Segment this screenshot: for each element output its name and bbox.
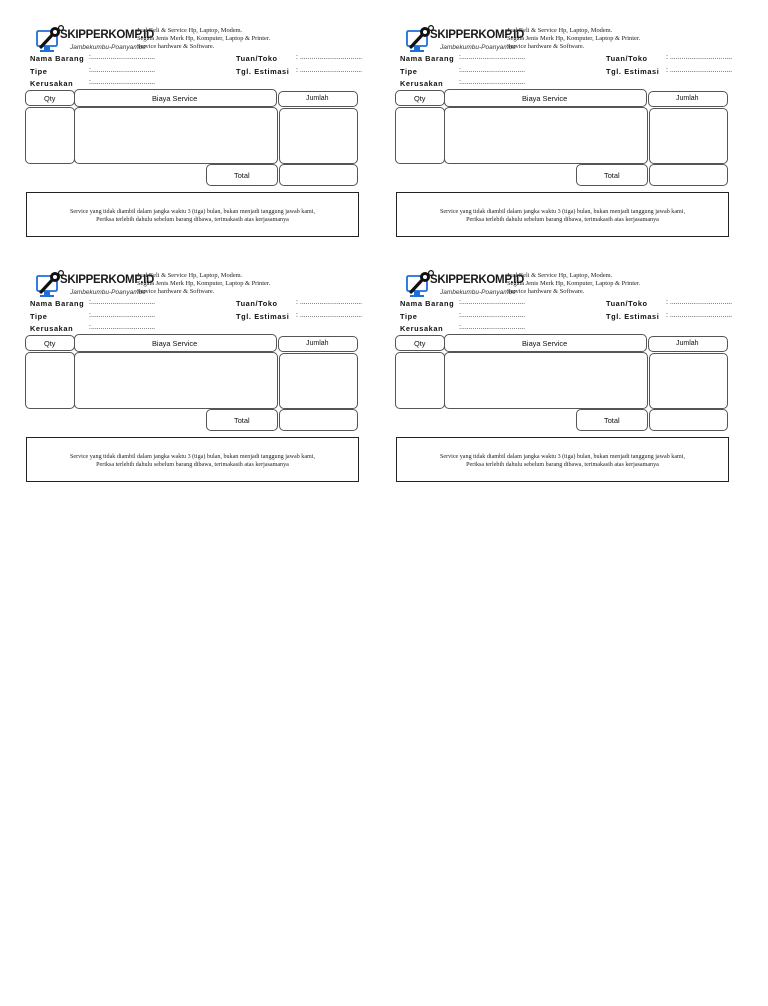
nama-barang-value: :.................................: [89, 54, 156, 61]
jumlah-cell: [649, 353, 728, 409]
kerusakan-value: :.................................: [459, 79, 526, 86]
biaya-service-header: Biaya Service: [522, 339, 568, 348]
terms-note: [26, 192, 359, 237]
qty-header: Qty: [414, 339, 426, 348]
nama-barang-label: Nama Barang: [400, 54, 455, 63]
tgl-estimasi-label: Tgl. Estimasi: [236, 312, 290, 321]
tgl-estimasi-value: : ................................: [296, 67, 363, 74]
tipe-label: Tipe: [400, 67, 418, 76]
total-label: Total: [234, 171, 250, 180]
jumlah-header: Jumlah: [676, 340, 699, 347]
qty-header: Qty: [414, 94, 426, 103]
tgl-estimasi-label: Tgl. Estimasi: [606, 67, 660, 76]
tagline-line: Segala Jenis Merk Hp, Komputer, Laptop & Printer.: [137, 280, 271, 287]
service-receipt: [25, 25, 361, 241]
tipe-value: :.................................: [89, 67, 156, 74]
total-label: Total: [604, 416, 620, 425]
tagline-line: Jual Beli & Service Hp, Laptop, Modem.: [137, 27, 243, 34]
service-receipt: [395, 25, 731, 241]
tagline-line: Segala Jenis Merk Hp, Komputer, Laptop & Printer.: [507, 280, 641, 287]
nama-barang-label: Nama Barang: [30, 299, 85, 308]
nama-barang-value: :.................................: [89, 299, 156, 306]
terms-line: Service yang tidak diambil dalam jangka waktu 3 (tiga) bulan, bukan menjadi tanggung jawab kami,: [439, 209, 686, 215]
biaya-service-cell: [444, 352, 648, 409]
logo-text: SKIPPERKOMP.ID: [60, 274, 154, 286]
tgl-estimasi-label: Tgl. Estimasi: [606, 312, 660, 321]
logo-subtext: Jambekumbu-Poanyambe: [440, 289, 516, 296]
logo-subtext: Jambekumbu-Poanyambe: [70, 289, 146, 296]
terms-line: Service yang tidak diambil dalam jangka waktu 3 (tiga) bulan, bukan menjadi tanggung jawab kami,: [439, 454, 686, 460]
kerusakan-value: :.................................: [459, 324, 526, 331]
biaya-service-header: Biaya Service: [522, 94, 568, 103]
tipe-label: Tipe: [400, 312, 418, 321]
tipe-value: :.................................: [459, 312, 526, 319]
jumlah-header: Jumlah: [306, 95, 329, 102]
tuan-toko-label: Tuan/Toko: [606, 54, 648, 63]
terms-line: Service yang tidak diambil dalam jangka waktu 3 (tiga) bulan, bukan menjadi tanggung jawab kami,: [69, 454, 316, 460]
tgl-estimasi-value: : ................................: [666, 67, 733, 74]
biaya-service-header: Biaya Service: [152, 94, 198, 103]
kerusakan-value: :.................................: [89, 324, 156, 331]
total-value-box: [279, 409, 358, 431]
tagline-line: Jual Beli & Service Hp, Laptop, Modem.: [137, 272, 243, 279]
terms-line: Periksa terlebih dahulu sebelum barang dibawa, terimakasih atas kerjasamanya: [466, 217, 659, 223]
tipe-label: Tipe: [30, 67, 48, 76]
terms-line: Periksa terlebih dahulu sebelum barang dibawa, terimakasih atas kerjasamanya: [466, 462, 659, 468]
tagline-line: Segala Jenis Merk Hp, Komputer, Laptop & Printer.: [137, 35, 271, 42]
qty-cell: [395, 107, 445, 164]
tuan-toko-value: : ................................: [296, 54, 363, 61]
nama-barang-value: :.................................: [459, 54, 526, 61]
kerusakan-label: Kerusakan: [400, 324, 444, 333]
terms-line: Periksa terlebih dahulu sebelum barang dibawa, terimakasih atas kerjasamanya: [96, 462, 289, 468]
logo-text: SKIPPERKOMP.ID: [430, 29, 524, 41]
kerusakan-label: Kerusakan: [30, 79, 74, 88]
tagline-line: Jual Beli & Service Hp, Laptop, Modem.: [507, 27, 613, 34]
tipe-value: :.................................: [459, 67, 526, 74]
biaya-service-cell: [74, 352, 278, 409]
nama-barang-label: Nama Barang: [400, 299, 455, 308]
tuan-toko-value: : ................................: [666, 54, 733, 61]
service-receipt: [395, 270, 731, 486]
terms-line: Periksa terlebih dahulu sebelum barang dibawa, terimakasih atas kerjasamanya: [96, 217, 289, 223]
jumlah-cell: [279, 108, 358, 164]
terms-note: [26, 437, 359, 482]
qty-cell: [25, 352, 75, 409]
kerusakan-label: Kerusakan: [400, 79, 444, 88]
jumlah-header: Jumlah: [306, 340, 329, 347]
tagline-line: Service hardware & Software.: [507, 43, 585, 50]
tgl-estimasi-value: : ................................: [296, 312, 363, 319]
tagline-line: Service hardware & Software.: [137, 43, 215, 50]
terms-line: Service yang tidak diambil dalam jangka waktu 3 (tiga) bulan, bukan menjadi tanggung jawab kami,: [69, 209, 316, 215]
biaya-service-header: Biaya Service: [152, 339, 198, 348]
service-receipt: [25, 270, 361, 486]
tuan-toko-value: : ................................: [296, 299, 363, 306]
tipe-label: Tipe: [30, 312, 48, 321]
logo: [35, 25, 154, 57]
qty-header: Qty: [44, 339, 56, 348]
total-label: Total: [604, 171, 620, 180]
jumlah-header: Jumlah: [676, 95, 699, 102]
logo-text: SKIPPERKOMP.ID: [430, 274, 524, 286]
kerusakan-value: :.................................: [89, 79, 156, 86]
kerusakan-label: Kerusakan: [30, 324, 74, 333]
tuan-toko-label: Tuan/Toko: [606, 299, 648, 308]
tipe-value: :.................................: [89, 312, 156, 319]
tuan-toko-label: Tuan/Toko: [236, 54, 278, 63]
tuan-toko-label: Tuan/Toko: [236, 299, 278, 308]
total-value-box: [649, 164, 728, 186]
logo: [35, 270, 154, 302]
tgl-estimasi-label: Tgl. Estimasi: [236, 67, 290, 76]
biaya-service-cell: [444, 107, 648, 164]
qty-header: Qty: [44, 94, 56, 103]
total-label: Total: [234, 416, 250, 425]
nama-barang-value: :.................................: [459, 299, 526, 306]
qty-cell: [25, 107, 75, 164]
tagline-line: Segala Jenis Merk Hp, Komputer, Laptop & Printer.: [507, 35, 641, 42]
terms-note: [396, 192, 729, 237]
tagline-line: Service hardware & Software.: [507, 288, 585, 295]
logo: [405, 270, 524, 302]
logo-subtext: Jambekumbu-Poanyambe: [70, 44, 146, 51]
total-value-box: [649, 409, 728, 431]
logo: [405, 25, 524, 57]
qty-cell: [395, 352, 445, 409]
biaya-service-cell: [74, 107, 278, 164]
tagline-line: Jual Beli & Service Hp, Laptop, Modem.: [507, 272, 613, 279]
tgl-estimasi-value: : ................................: [666, 312, 733, 319]
logo-text: SKIPPERKOMP.ID: [60, 29, 154, 41]
nama-barang-label: Nama Barang: [30, 54, 85, 63]
total-value-box: [279, 164, 358, 186]
tuan-toko-value: : ................................: [666, 299, 733, 306]
terms-note: [396, 437, 729, 482]
logo-subtext: Jambekumbu-Poanyambe: [440, 44, 516, 51]
tagline-line: Service hardware & Software.: [137, 288, 215, 295]
jumlah-cell: [279, 353, 358, 409]
jumlah-cell: [649, 108, 728, 164]
